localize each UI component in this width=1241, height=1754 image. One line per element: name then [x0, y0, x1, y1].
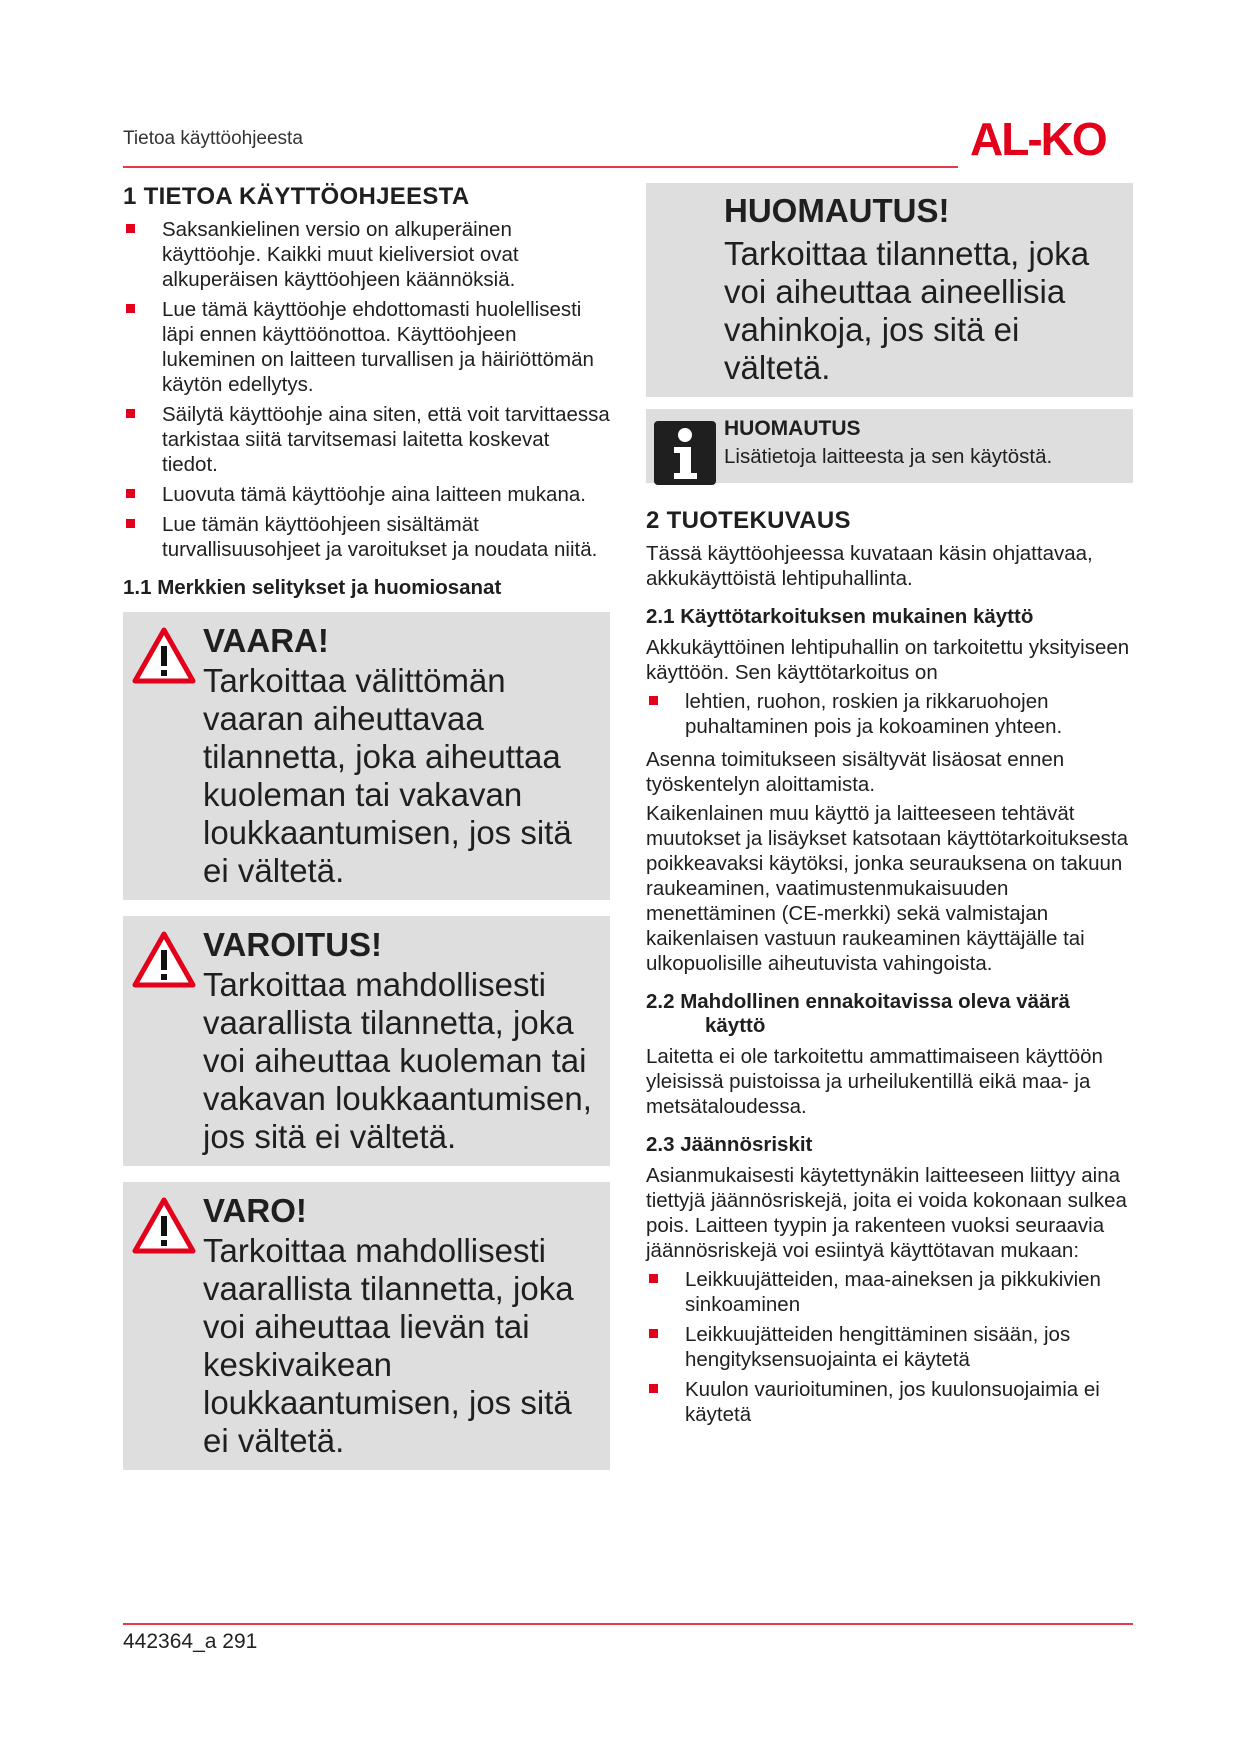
- warning-triangle-icon: [131, 1196, 197, 1256]
- danger-text: Tarkoittaa välittömän vaaran aiheuttavaa tilannetta, joka aiheuttaa kuoleman tai vakavan loukkaantumisen, jos sitä ei vältetä.: [203, 662, 572, 889]
- danger-title: VAARA!: [203, 622, 329, 659]
- list-item: Saksankielinen versio on alkuperäinen käyttöohje. Kaikki muut kieliversiot ovat alkuperäisen käyttöohjeen käännöksiä.: [123, 217, 610, 292]
- warning-text: Tarkoittaa mahdollisesti vaarallista tilannetta, joka voi aiheuttaa kuoleman tai vakavan loukkaantumisen, jos sitä ei vältetä.: [203, 966, 592, 1155]
- section-2-2-heading: 2.2 Mahdollinen ennakoitavissa oleva väärä käyttö: [646, 990, 1070, 1037]
- header-divider: [123, 166, 958, 168]
- left-column: [123, 183, 610, 1486]
- section-2-2-text: Laitetta ei ole tarkoitettu ammattimaiseen käyttöön yleisissä puistoissa ja urheilukentillä eikä maa- ja metsätaloudessa.: [646, 1045, 1103, 1118]
- footer-divider: [123, 1623, 1133, 1625]
- notice-title: HUOMAUTUS!: [724, 192, 950, 229]
- list-item: Kuulon vaurioituminen, jos kuulonsuojaimia ei käytetä: [646, 1377, 1133, 1427]
- info-text: Lisätietoja laitteesta ja sen käytöstä.: [724, 445, 1053, 468]
- alko-logo: [970, 113, 1130, 163]
- list-item: Leikkuujätteiden hengittäminen sisään, jos hengityksensuojainta ei käytetä: [646, 1322, 1133, 1372]
- right-column: [646, 183, 1133, 1435]
- list-item: lehtien, ruohon, roskien ja rikkaruohojen puhaltaminen pois ja kokoaminen yhteen.: [646, 689, 1133, 739]
- list-item: Säilytä käyttöohje aina siten, että voit tarvittaessa tarkistaa siitä tarvitsemasi laitetta koskevat tiedot.: [123, 402, 610, 477]
- section-2-3-list: [646, 1267, 1133, 1427]
- list-item: Lue tämä käyttöohje ehdottomasti huolellisesti läpi ennen käyttöönottoa. Käyttöohjeen lukeminen on laitteen turvallisen ja häiriöttömän käytön edellytys.: [123, 297, 610, 397]
- warning-triangle-icon: [131, 930, 197, 990]
- section-1-heading: 1 TIETOA KÄYTTÖOHJEESTA: [123, 183, 470, 210]
- svg-text:AL-KO: AL-KO: [970, 113, 1106, 163]
- section-2-heading: 2 TUOTEKUVAUS: [646, 507, 851, 534]
- section-2-1-text-2: Asenna toimitukseen sisältyvät lisäosat ennen työskentelyn aloittamista.: [646, 748, 1065, 796]
- danger-box: [123, 612, 610, 900]
- list-item: Leikkuujätteiden, maa-aineksen ja pikkukivien sinkoaminen: [646, 1267, 1133, 1317]
- section-1-list: [123, 217, 610, 562]
- list-item: Lue tämän käyttöohjeen sisältämät turvallisuusohjeet ja varoitukset ja noudata niitä.: [123, 512, 610, 562]
- warning-title: VAROITUS!: [203, 926, 383, 963]
- warning-triangle-icon: [131, 626, 197, 686]
- section-2-3-text: Asianmukaisesti käytettynäkin laitteeseen liittyy aina tiettyjä jäännösriskejä, joita ei voida kokonaan sulkea pois. Laitteen tyypin ja rakenteen vuoksi seuraavia jäännösriskejä voi esiintyä käyttötavan mukaan:: [646, 1164, 1127, 1262]
- section-1-1-heading: 1.1 Merkkien selitykset ja huomiosanat: [123, 576, 502, 599]
- section-2-1-list: [646, 689, 1133, 739]
- notice-box: [646, 183, 1133, 397]
- caution-text: Tarkoittaa mahdollisesti vaarallista tilannetta, joka voi aiheuttaa lievän tai keskivaikean loukkaantumisen, jos sitä ei vältetä.: [203, 1232, 574, 1459]
- caution-box: [123, 1182, 610, 1470]
- info-box: [646, 409, 1133, 483]
- section-2-1-text: Akkukäyttöinen lehtipuhallin on tarkoitettu yksityiseen käyttöön. Sen käyttötarkoitus on: [646, 636, 1130, 684]
- info-icon: [654, 421, 716, 485]
- section-2-text: Tässä käyttöohjeessa kuvataan käsin ohjattavaa, akkukäyttöistä lehtipuhallinta.: [646, 542, 1093, 590]
- footer-page-number: 442364_a 291: [123, 1630, 258, 1653]
- section-2-3-heading: 2.3 Jäännösriskit: [646, 1133, 813, 1156]
- section-2-1-text-3: Kaikenlainen muu käyttö ja laitteeseen tehtävät muutokset ja lisäykset katsotaan käyttötarkoituksesta poikkeavaksi käytöksi, jonka seurauksena on takuun raukeaminen, vaatimustenmukaisuuden menettäminen (CE-merkki) sekä valmistajan kaikenlaisen vastuun raukeaminen käyttäjälle tai ulkopuolisille aiheutuvista vahingoista.: [646, 802, 1128, 975]
- notice-text: Tarkoittaa tilannetta, joka voi aiheuttaa aineellisia vahinkoja, jos sitä ei vältetä.: [724, 235, 1090, 386]
- running-header: Tietoa käyttöohjeesta: [123, 128, 303, 149]
- caution-title: VARO!: [203, 1192, 307, 1229]
- warning-box: [123, 916, 610, 1166]
- info-title: HUOMAUTUS: [724, 417, 861, 440]
- list-item: Luovuta tämä käyttöohje aina laitteen mukana.: [123, 482, 610, 507]
- section-2-1-heading: 2.1 Käyttötarkoituksen mukainen käyttö: [646, 605, 1034, 628]
